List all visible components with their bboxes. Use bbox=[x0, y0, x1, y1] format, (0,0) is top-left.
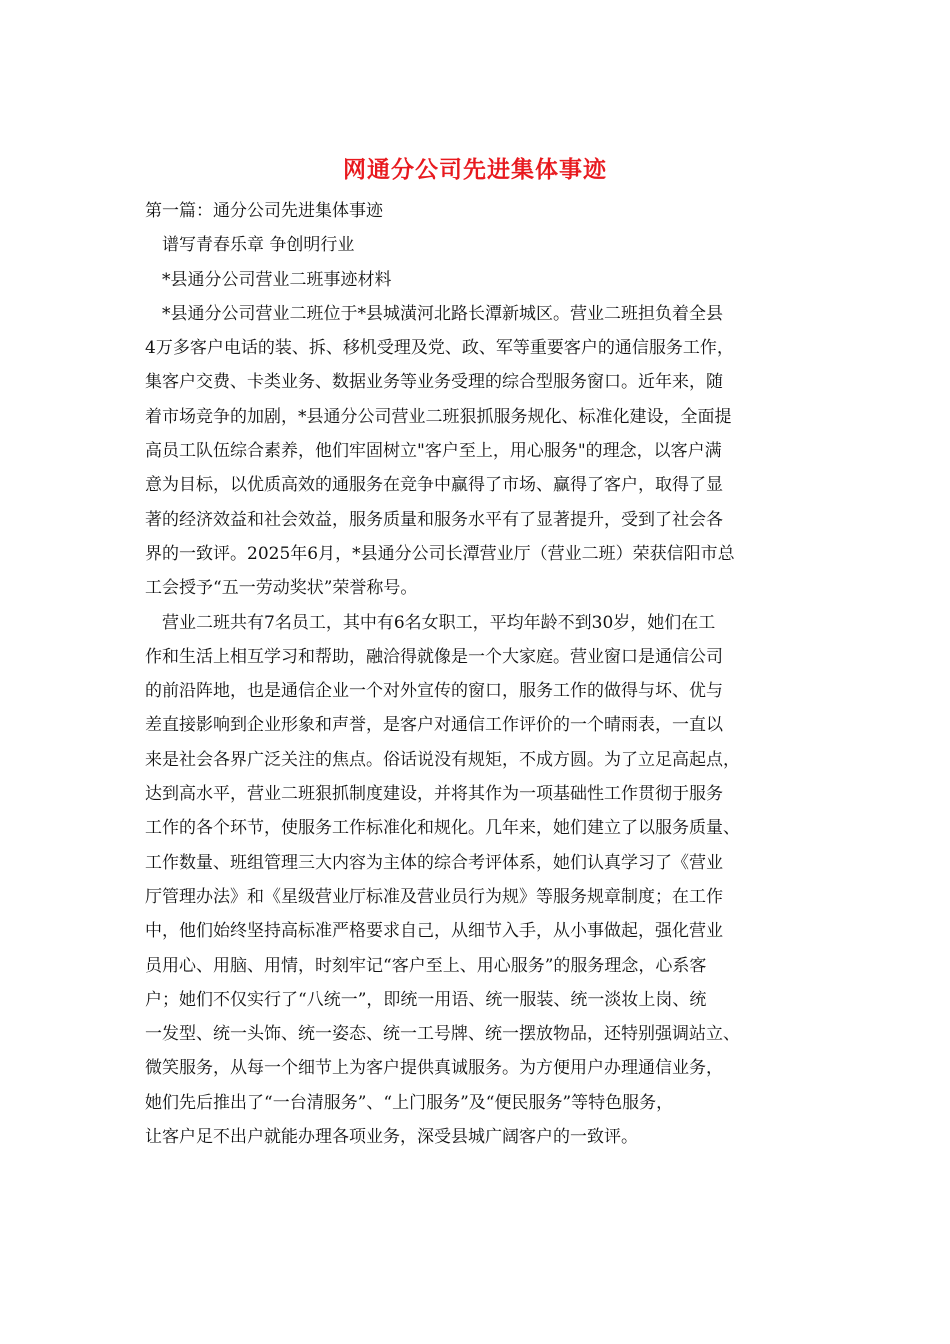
paragraph-line: 她们先后推出了“一台清服务”、“上门服务”及“便民服务”等特色服务， bbox=[145, 1092, 674, 1113]
paragraph-line: 达到高水平，营业二班狠抓制度建设，并将其作为一项基础性工作贯彻于服务 bbox=[145, 784, 723, 805]
paragraph-line: 工作的各个环节，使服务工作标准化和规化。几年来，她们建立了以服务质量、 bbox=[145, 818, 740, 839]
paragraph-line: 作和生活上相互学习和帮助，融洽得就像是一个大家庭。营业窗口是通信公司 bbox=[145, 646, 723, 667]
paragraph-line: 微笑服务，从每一个细节上为客户提供真诚服务。为方便用户办理通信业务， bbox=[145, 1058, 723, 1079]
paragraph-1 bbox=[145, 297, 810, 606]
paragraph-line: 著的经济效益和社会效益，服务质量和服务水平有了显著提升，受到了社会各 bbox=[145, 509, 723, 530]
paragraph-line: 意为目标，以优质高效的通服务在竞争中赢得了市场、赢得了客户，取得了显 bbox=[145, 475, 723, 496]
document-body bbox=[145, 194, 810, 1154]
paragraph-line: *县通分公司营业二班位于*县城潢河北路长潭新城区。营业二班担负着全县 bbox=[162, 303, 723, 324]
paragraph-2 bbox=[145, 606, 810, 1155]
section-subheading: *县通分公司营业二班事迹材料 bbox=[162, 269, 392, 290]
paragraph-line: 集客户交费、卡类业务、数据业务等业务受理的综合型服务窗口。近年来，随 bbox=[145, 372, 723, 393]
paragraph-line: 来是社会各界广泛关注的焦点。俗话说没有规矩，不成方圆。为了立足高起点， bbox=[145, 749, 740, 770]
paragraph-line: 员用心、用脑、用情，时刻牢记“客户至上、用心服务”的服务理念，心系客 bbox=[145, 955, 707, 976]
paragraph-line: 4万多客户电话的装、拆、移机受理及党、政、军等重要客户的通信服务工作， bbox=[145, 338, 734, 359]
paragraph-line: 一发型、统一头饰、统一姿态、统一工号牌、统一摆放物品，还特别强调站立、 bbox=[145, 1024, 740, 1045]
paragraph-line: 工会授予“五一劳动奖状”荣誉称号。 bbox=[145, 578, 418, 599]
paragraph-line: 厅管理办法》和《星级营业厅标准及营业员行为规》等服务规章制度；在工作 bbox=[145, 886, 723, 907]
paragraph-line: 差直接影响到企业形象和声誉，是客户对通信工作评价的一个晴雨表，一直以 bbox=[145, 715, 723, 736]
document-title: 网通分公司先进集体事迹 bbox=[343, 156, 607, 183]
paragraph-line: 高员工队伍综合素养，他们牢固树立"客户至上，用心服务"的理念，以客户满 bbox=[145, 441, 722, 462]
paragraph-line: 着市场竞争的加剧，*县通分公司营业二班狠抓服务规化、标准化建设，全面提 bbox=[145, 406, 732, 427]
section-subtitle: 谱写青春乐章 争创明行业 bbox=[162, 235, 355, 256]
paragraph-line: 工作数量、班组管理三大内容为主体的综合考评体系，她们认真学习了《营业 bbox=[145, 852, 723, 873]
paragraph-line: 中，他们始终坚持高标准严格要求自己，从细节入手，从小事做起，强化营业 bbox=[145, 921, 723, 942]
section-heading: 第一篇：通分公司先进集体事迹 bbox=[145, 201, 383, 221]
paragraph-line: 让客户足不出户就能办理各项业务，深受县城广阔客户的一致评。 bbox=[145, 1127, 638, 1148]
paragraph-line: 户；她们不仅实行了“八统一”，即统一用语、统一服装、统一淡妆上岗、统 bbox=[145, 989, 707, 1010]
paragraph-line: 界的一致评。2025年6月，*县通分公司长潭营业厅（营业二班）荣获信阳市总 bbox=[145, 543, 735, 564]
paragraph-line: 营业二班共有7名员工，其中有6名女职工，平均年龄不到30岁，她们在工 bbox=[162, 612, 716, 633]
paragraph-line: 的前沿阵地，也是通信企业一个对外宣传的窗口，服务工作的做得与坏、优与 bbox=[145, 681, 723, 702]
